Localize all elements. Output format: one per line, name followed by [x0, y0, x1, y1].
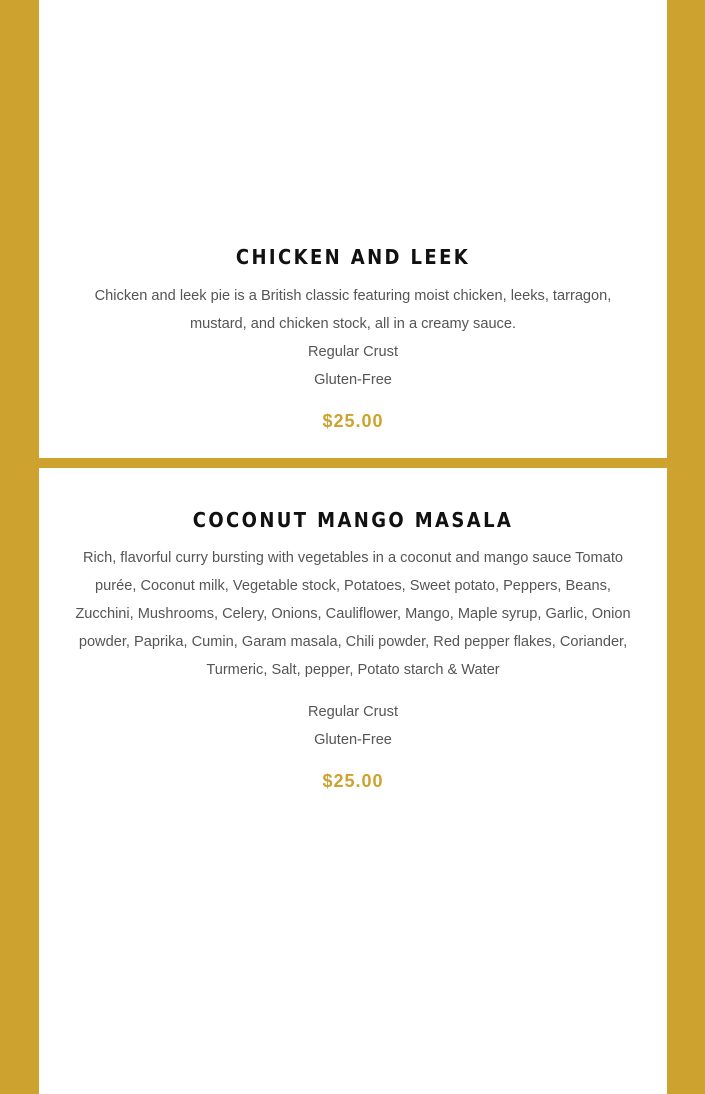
- crust-option-regular: Regular Crust: [307, 344, 399, 360]
- menu-item-card: [39, 468, 667, 1094]
- menu-item-description: Chicken and leek pie is a British classic featuring moist chicken, leeks, tarragon, mustard, and chicken stock, all in a creamy sauce.: [94, 288, 612, 332]
- crust-option-regular: Regular Crust: [307, 704, 399, 720]
- menu-item-title: COCONUT MANGO MASALA: [192, 508, 514, 532]
- crust-option-gluten-free: Gluten-Free: [314, 372, 392, 388]
- menu-item-card: [39, 0, 667, 458]
- menu-item-description: Rich, flavorful curry bursting with vegetables in a coconut and mango sauce Tomato purée, Coconut milk, Vegetable stock, Potatoes, Sweet potato, Peppers, Beans, Zucchini, Mushrooms, Celery, Onions, Cauliflower, Mango, Maple syrup, Garlic, Onion powder, Paprika, Cumin, Garam masala, Chili powder, Red pepper flakes, Coriander, Turmeric, Salt, pepper, Potato starch & Water: [75, 550, 631, 678]
- crust-option-gluten-free: Gluten-Free: [314, 732, 392, 748]
- menu-item-price: $25.00: [322, 411, 384, 431]
- menu-item-title: CHICKEN AND LEEK: [235, 245, 471, 269]
- menu-item-price: $25.00: [322, 771, 384, 791]
